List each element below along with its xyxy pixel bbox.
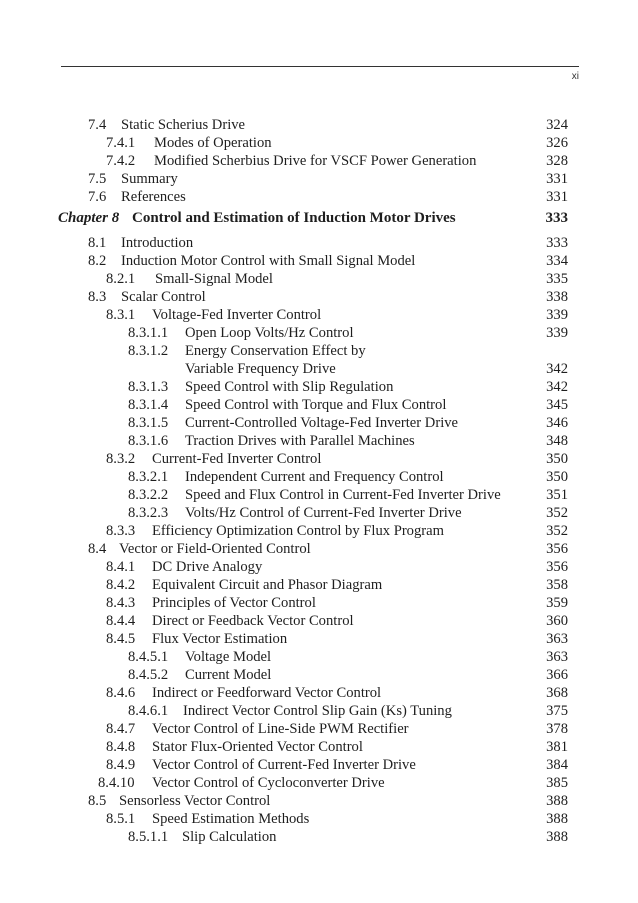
section-title-text: Indirect Vector Control Slip Gain (Ks) Tuning: [183, 703, 452, 719]
toc-entry: [0, 170, 638, 188]
section-title: [152, 774, 385, 792]
toc-entry: [0, 252, 638, 270]
toc-entry: [0, 324, 638, 342]
section-number: 8.3.1.6: [128, 433, 169, 449]
section-title-text: Direct or Feedback Vector Control: [152, 613, 354, 629]
toc-entry: [0, 612, 638, 630]
section-number: 8.4.9: [106, 757, 136, 773]
section-title: [121, 288, 206, 306]
section-title-text: Efficiency Optimization Control by Flux Program: [152, 523, 444, 539]
section-title: [154, 134, 272, 152]
page-reference: 334: [546, 253, 568, 269]
section-title-continuation: Variable Frequency Drive: [185, 361, 336, 377]
section-title: [185, 324, 354, 342]
section-title-text: Introduction: [121, 235, 194, 251]
section-number: 8.4.1: [106, 559, 136, 575]
toc-entry: [0, 468, 638, 486]
section-title-text: Speed and Flux Control in Current-Fed Inverter Drive: [185, 487, 501, 503]
section-number: 8.4.5.1: [128, 649, 169, 665]
section-number: 8.1: [88, 235, 107, 251]
section-number: 8.4.5.2: [128, 667, 169, 683]
toc-entry: [0, 396, 638, 414]
section-number: 8.4.5: [106, 631, 136, 647]
section-title-text: Principles of Vector Control: [152, 595, 316, 611]
section-number: 8.4.10: [98, 775, 135, 791]
section-number: 8.5.1: [106, 811, 136, 827]
page-reference: 348: [546, 433, 568, 449]
toc-entry: [0, 738, 638, 756]
page-reference: 339: [546, 325, 568, 341]
section-title: [119, 792, 270, 810]
section-title-text: Summary: [121, 171, 178, 187]
section-number: 8.4.8: [106, 739, 136, 755]
section-title-text: Speed Estimation Methods: [152, 811, 310, 827]
toc-entry: [0, 432, 638, 450]
page-reference: 331: [546, 171, 568, 187]
section-title: [152, 720, 409, 738]
section-number: 8.4.6: [106, 685, 136, 701]
section-number: 8.3.2.2: [128, 487, 169, 503]
section-title: [152, 594, 316, 612]
section-number: 8.2: [88, 253, 107, 269]
page-reference: 356: [546, 541, 568, 557]
toc-entry: [0, 792, 638, 810]
page-reference: 359: [546, 595, 568, 611]
section-title-text: Static Scherius Drive: [121, 117, 246, 133]
section-title-text: Current-Controlled Voltage-Fed Inverter Drive: [185, 415, 459, 431]
page-reference: 356: [546, 559, 568, 575]
section-title-text: Vector Control of Cycloconverter Drive: [152, 775, 385, 791]
section-title: [121, 170, 178, 188]
toc-entry: [0, 558, 638, 576]
section-number: 8.3.2: [106, 451, 136, 467]
page-reference: 352: [546, 523, 568, 539]
section-number: 8.4.3: [106, 595, 136, 611]
page-reference: 338: [546, 289, 568, 305]
toc-entry: [0, 774, 638, 792]
section-title-text: Independent Current and Frequency Control: [185, 469, 444, 485]
page-reference: 350: [546, 469, 568, 485]
toc-entry: [0, 288, 638, 306]
section-title: [182, 828, 276, 846]
toc-chapter-heading: [0, 209, 638, 227]
section-title-text: Vector Control of Line-Side PWM Rectifier: [152, 721, 409, 737]
section-title: [185, 648, 271, 666]
section-number: 8.3.1.1: [128, 325, 169, 341]
page-reference: 368: [546, 685, 568, 701]
page-reference: 352: [546, 505, 568, 521]
section-number: 8.4.6.1: [128, 703, 169, 719]
section-number: 8.3.2.3: [128, 505, 169, 521]
section-title: [152, 612, 354, 630]
section-number: 8.2.1: [106, 271, 136, 287]
section-number: 8.3.1: [106, 307, 136, 323]
section-number: 8.5: [88, 793, 107, 809]
page-reference: 326: [546, 135, 568, 151]
page-reference: 375: [546, 703, 568, 719]
section-title-text: Speed Control with Torque and Flux Control: [185, 397, 447, 413]
section-title-text: Control and Estimation of Induction Motor Drives: [132, 210, 456, 226]
section-title-text: Speed Control with Slip Regulation: [185, 379, 394, 395]
section-number: 8.4.2: [106, 577, 136, 593]
section-number: 8.5.1.1: [128, 829, 169, 845]
page-reference: 358: [546, 577, 568, 593]
page-reference: 366: [546, 667, 568, 683]
section-title: [152, 306, 321, 324]
page-reference: 339: [546, 307, 568, 323]
section-title: [152, 810, 309, 828]
toc-entry: [0, 522, 638, 540]
page-reference: 342: [546, 379, 568, 395]
section-title: [185, 666, 271, 684]
section-number: 8.3.1.5: [128, 415, 169, 431]
section-title-text: Equivalent Circuit and Phasor Diagram: [152, 577, 383, 593]
page-reference: 331: [546, 189, 568, 205]
section-number: 8.3.3: [106, 523, 136, 539]
toc-entry: [0, 684, 638, 702]
section-title: [154, 152, 476, 170]
section-number: 8.3.1.3: [128, 379, 169, 395]
section-title: [152, 522, 444, 540]
page-reference: 363: [546, 649, 568, 665]
section-title: [185, 504, 462, 522]
page-reference: 346: [546, 415, 568, 431]
page-reference: 335: [546, 271, 568, 287]
toc-entry: [0, 378, 638, 396]
section-title: [185, 378, 393, 396]
header-rule: [61, 66, 579, 67]
section-title: [152, 738, 363, 756]
page-number: xi: [571, 71, 579, 82]
section-title: [152, 756, 416, 774]
toc-entry: [0, 450, 638, 468]
section-title-text: References: [121, 189, 186, 205]
toc-entry: [0, 720, 638, 738]
section-title-text: Stator Flux-Oriented Vector Control: [152, 739, 363, 755]
toc-entry: [0, 504, 638, 522]
section-title-text: Current Model: [185, 667, 272, 683]
toc-entry: [0, 270, 638, 288]
page-reference: 378: [546, 721, 568, 737]
page-reference: 381: [546, 739, 568, 755]
section-title: [185, 468, 444, 486]
section-title-text: Open Loop Volts/Hz Control: [185, 325, 354, 341]
section-number: 7.5: [88, 171, 107, 187]
toc-entry: [0, 414, 638, 432]
section-number: 8.3.1.2: [128, 343, 169, 359]
toc-entry: [0, 702, 638, 720]
section-title: [185, 396, 446, 414]
section-title: [185, 486, 501, 504]
section-title-text: Modes of Operation: [154, 135, 272, 151]
toc-entry: [0, 630, 638, 648]
toc-entry: [0, 594, 638, 612]
toc-entry: [0, 486, 638, 504]
section-title-text: Vector or Field-Oriented Control: [119, 541, 311, 557]
page-reference: 333: [545, 210, 568, 226]
toc-entry: [0, 306, 638, 324]
section-title-text: Vector Control of Current-Fed Inverter Drive: [152, 757, 416, 773]
section-title: [185, 432, 415, 450]
section-number: 8.3.2.1: [128, 469, 169, 485]
section-title: [152, 558, 262, 576]
page-reference: 360: [546, 613, 568, 629]
section-title-text: Modified Scherbius Drive for VSCF Power Generation: [154, 153, 477, 169]
section-title: [121, 116, 245, 134]
section-title: [185, 414, 458, 432]
toc-entry: [0, 648, 638, 666]
section-number: 7.4.1: [106, 135, 136, 151]
section-number: 8.3.1.4: [128, 397, 169, 413]
toc-entry: [0, 828, 638, 846]
page-reference: 324: [546, 117, 568, 133]
section-title-text: Induction Motor Control with Small Signal Model: [121, 253, 416, 269]
section-number: 7.6: [88, 189, 107, 205]
page-reference: 388: [546, 793, 568, 809]
toc-entry: [0, 540, 638, 558]
section-title: [152, 450, 321, 468]
section-title: [119, 540, 311, 558]
toc-entry: [0, 234, 638, 252]
section-number: Chapter 8: [58, 210, 120, 226]
page-reference: 385: [546, 775, 568, 791]
section-number: 8.4.4: [106, 613, 136, 629]
section-title: [185, 342, 366, 378]
section-title-text: Sensorless Vector Control: [119, 793, 271, 809]
section-title: [121, 252, 415, 270]
page-reference: 363: [546, 631, 568, 647]
toc-entry: [0, 576, 638, 594]
toc-entry: [0, 810, 638, 828]
page-reference: 351: [546, 487, 568, 503]
section-title-text: Small-Signal Model: [155, 271, 273, 287]
section-title-text: Volts/Hz Control of Current-Fed Inverter Drive: [185, 505, 462, 521]
page-reference: 388: [546, 829, 568, 845]
section-title: [121, 234, 193, 252]
section-title-text: DC Drive Analogy: [152, 559, 263, 575]
section-number: 7.4: [88, 117, 107, 133]
section-title-text: Scalar Control: [121, 289, 206, 305]
section-title-text: Flux Vector Estimation: [152, 631, 288, 647]
section-number: 7.4.2: [106, 153, 136, 169]
section-title: [132, 209, 456, 227]
section-number: 8.4: [88, 541, 107, 557]
section-title: [155, 270, 273, 288]
section-title-text: Current-Fed Inverter Control: [152, 451, 322, 467]
section-title: [152, 684, 381, 702]
toc-entry: [0, 116, 638, 134]
toc-entry: [0, 152, 638, 170]
section-title-text: Traction Drives with Parallel Machines: [185, 433, 415, 449]
section-number: 8.3: [88, 289, 107, 305]
section-title-text: Energy Conservation Effect by: [185, 343, 366, 359]
page-reference: 345: [546, 397, 568, 413]
toc-entry: [0, 188, 638, 206]
page-reference: 328: [546, 153, 568, 169]
section-title: [183, 702, 452, 720]
page-reference: 333: [546, 235, 568, 251]
section-title-text: Indirect or Feedforward Vector Control: [152, 685, 382, 701]
section-title: [121, 188, 186, 206]
section-title: [152, 576, 382, 594]
toc-entry: [0, 342, 638, 377]
section-title-text: Voltage-Fed Inverter Control: [152, 307, 322, 323]
toc-entry: [0, 666, 638, 684]
section-title-text: Slip Calculation: [182, 829, 277, 845]
page-reference: 342: [546, 361, 568, 377]
section-title-text: Voltage Model: [185, 649, 272, 665]
section-title: [152, 630, 287, 648]
page-reference: 384: [546, 757, 568, 773]
section-number: 8.4.7: [106, 721, 136, 737]
toc-entry: [0, 756, 638, 774]
toc-entry: [0, 134, 638, 152]
page-reference: 388: [546, 811, 568, 827]
page-reference: 350: [546, 451, 568, 467]
